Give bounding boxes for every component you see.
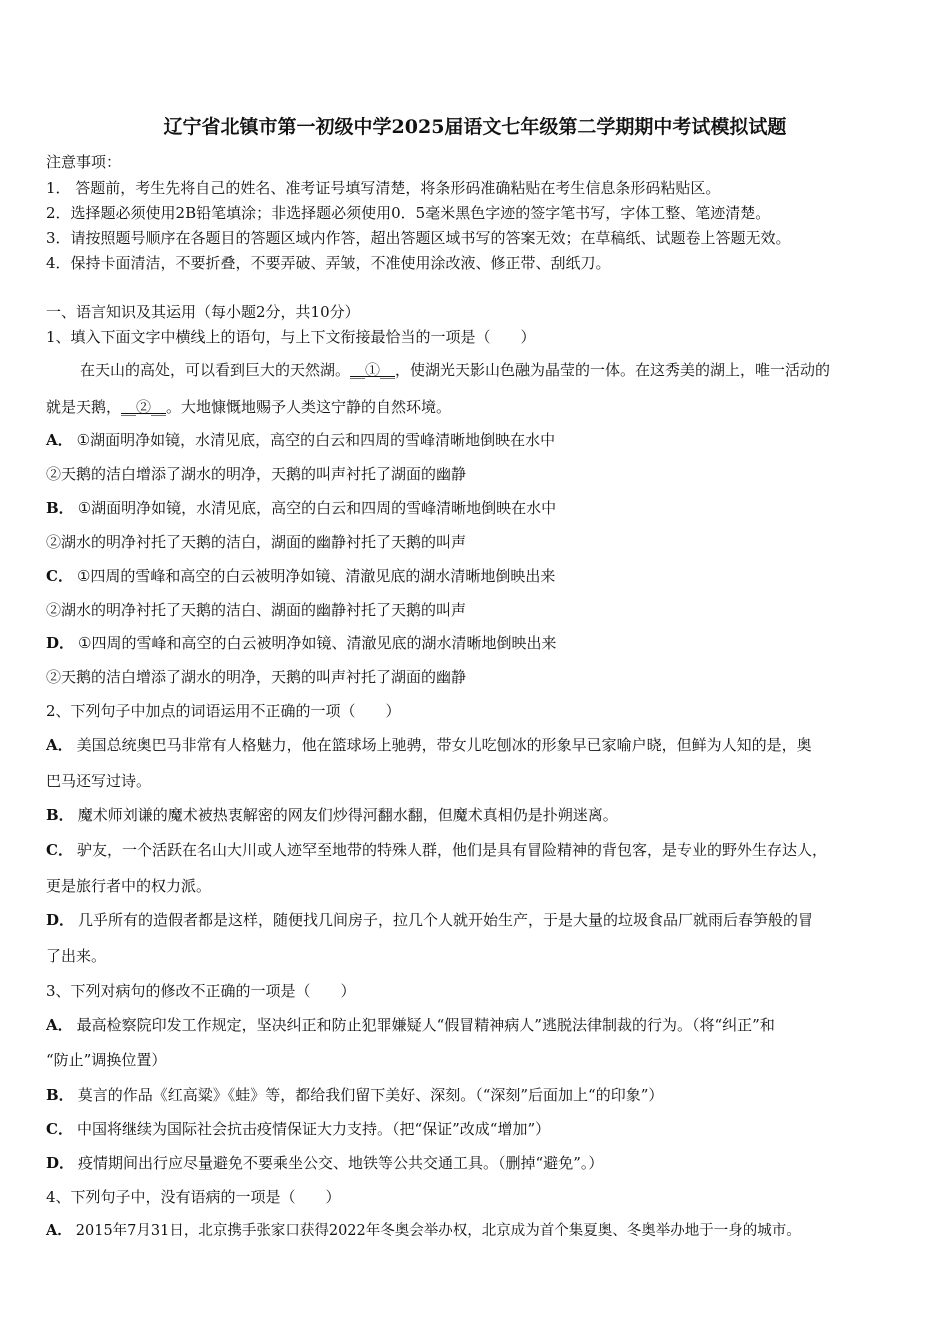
question-3-stem: 3、下列对病句的修改不正确的一项是（ ） [46,982,356,1000]
option-label: B． [46,499,74,517]
option-text: 中国将继续为国际社会抗击疫情保证大力支持。（把“保证”改成“增加”） [76,1120,551,1138]
q4-option-a [46,1221,801,1241]
notice-item: 2．选择题必须使用2B铅笔填涂；非选择题必须使用0．5毫米黑色字迹的签字笔书写，字体工整、笔迹清楚。 [46,204,771,222]
option-text: 2015年7月31日，北京携手张家口获得2022年冬奥会举办权，北京成为首个集夏奥、冬奥举办地于一身的城市。 [75,1223,801,1239]
option-text: 魔术师刘谦的魔术被热衷解密的网友们炒得河翻水翻，但魔术真相仍是扑朔迷离。 [77,806,618,824]
section-heading: 一、语言知识及其运用（每小题2分，共10分） [46,303,360,321]
q3-option-d [46,1153,603,1173]
q3-option-a-line-1 [46,1015,775,1035]
q1-passage-text: ，使湖光天影山色融为晶莹的一体。在这秀美的湖上，唯一活动的 [395,361,831,379]
q1-passage-text: 。大地慷慨地赐予人类这宁静的自然环境。 [166,398,452,416]
q2-option-a-line-2: 巴马还写过诗。 [46,772,152,790]
q2-option-c-line-2: 更是旅行者中的权力派。 [46,877,212,895]
notice-item: 3．请按照题号顺序在各题目的答题区域内作答，超出答题区域书写的答案无效；在草稿纸、试题卷上答题无效。 [46,229,791,247]
option-text: 最高检察院印发工作规定，坚决纠正和防止犯罪嫌疑人“假冒精神病人”逃脱法律制裁的行为。（将“纠正”和 [76,1016,775,1034]
option-text: 驴友，一个活跃在名山大川或人迹罕至地带的特殊人群，他们是具有冒险精神的背包客，是专业的野外生存达人， [76,841,827,859]
option-label: C． [46,1120,73,1138]
q1-option-d-line-2: ②天鹅的洁白增添了湖水的明净，天鹅的叫声衬托了湖面的幽静 [46,668,467,686]
q1-blank-1: __①__ [350,361,396,379]
option-label: C． [46,567,73,585]
q2-option-d-line-1 [46,910,813,930]
q3-option-a-line-2: “防止”调换位置） [46,1051,167,1069]
option-label: A． [46,1016,73,1034]
q1-blank-2: __②__ [121,398,167,416]
option-text: ①四周的雪峰和高空的白云被明净如镜、清澈见底的湖水清晰地倒映出来 [78,634,557,652]
q1-option-b-line-2: ②湖水的明净衬托了天鹅的洁白，湖面的幽静衬托了天鹅的叫声 [46,533,467,551]
q1-passage-text: 就是天鹅， [46,398,122,416]
option-label: A． [46,1222,72,1239]
option-text: 疫情期间出行应尽量避免不要乘坐公交、地铁等公共交通工具。（删掉“避免”。） [78,1154,604,1172]
option-text: ①湖面明净如镜，水清见底，高空的白云和四周的雪峰清晰地倒映在水中 [77,499,557,517]
q1-option-d-line-1 [46,633,556,653]
option-label: D． [46,634,75,652]
option-label: A． [46,431,73,449]
q1-option-a-line-1 [46,430,555,450]
option-text: 莫言的作品《红高粱》《蛙》等，都给我们留下美好、深刻。（“深刻”后面加上“的印象”） [77,1086,664,1104]
option-text: ①湖面明净如镜，水清见底，高空的白云和四周的雪峰清晰地倒映在水中 [76,431,556,449]
q2-option-c-line-1 [46,840,827,860]
option-label: D． [46,1154,75,1172]
q1-passage-line-1 [80,360,830,380]
q3-option-b [46,1085,663,1105]
question-1-stem: 1、填入下面文字中横线上的语句，与上下文衔接最恰当的一项是（ ） [46,328,536,346]
notice-item: 4．保持卡面清洁，不要折叠，不要弄破、弄皱，不准使用涂改液、修正带、刮纸刀。 [46,254,611,272]
option-label: D． [46,911,75,929]
question-4-stem: 4、下列句子中，没有语病的一项是（ ） [46,1188,341,1206]
q2-option-a-line-1 [46,735,812,755]
q1-option-a-line-2: ②天鹅的洁白增添了湖水的明净，天鹅的叫声衬托了湖面的幽静 [46,465,467,483]
option-text: 几乎所有的造假者都是这样，随便找几间房子，拉几个人就开始生产，于是大量的垃圾食品厂就雨后春笋般的冒 [78,911,814,929]
q1-option-c-line-2: ②湖水的明净衬托了天鹅的洁白、湖面的幽静衬托了天鹅的叫声 [46,601,467,619]
option-label: B． [46,1086,74,1104]
q2-option-b [46,805,618,825]
option-label: B． [46,806,74,824]
option-label: A． [46,736,73,754]
question-2-stem: 2、下列句子中加点的词语运用不正确的一项（ ） [46,702,401,720]
notice-item: 1． 答题前，考生先将自己的姓名、准考证号填写清楚，将条形码准确粘贴在考生信息条形码粘贴区。 [46,179,721,197]
q1-option-c-line-1 [46,566,555,586]
notice-heading: 注意事项： [46,153,122,171]
option-text: ①四周的雪峰和高空的白云被明净如镜、清澈见底的湖水清晰地倒映出来 [76,567,556,585]
page-title: 辽宁省北镇市第一初级中学2025届语文七年级第二学期期中考试模拟试题 [163,116,787,138]
q1-passage-text: 在天山的高处，可以看到巨大的天然湖。 [80,361,351,379]
q1-passage-line-2 [46,397,451,417]
option-text: 美国总统奥巴马非常有人格魅力，他在篮球场上驰骋，带女儿吃刨冰的形象早已家喻户晓，但鲜为人知的是，奥 [76,736,812,754]
option-label: C． [46,841,73,859]
q2-option-d-line-2: 了出来。 [46,947,107,965]
q3-option-c [46,1119,550,1139]
q1-option-b-line-1 [46,498,556,518]
